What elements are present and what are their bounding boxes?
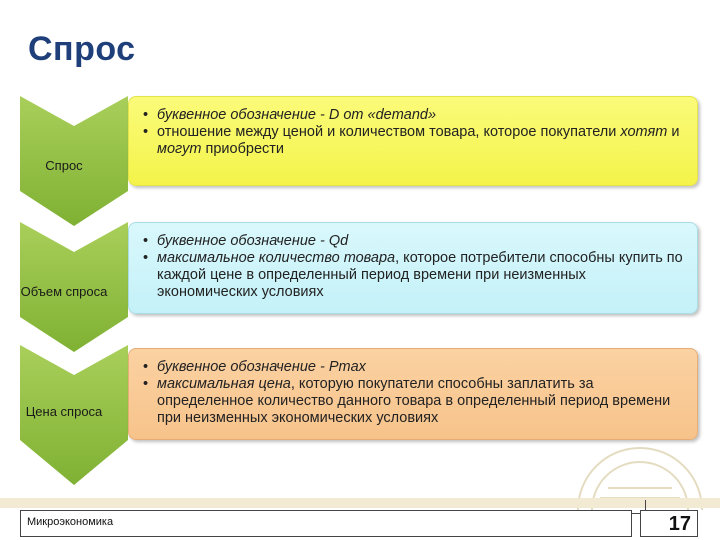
- bullet-item: [157, 376, 685, 427]
- bullet-list: [141, 107, 685, 158]
- bullet-list: [141, 233, 685, 301]
- definition-box: [128, 348, 698, 440]
- bullet-text: приобрести: [201, 141, 285, 157]
- row-label: Объем спроса: [20, 284, 108, 299]
- row-label: Цена спроса: [25, 404, 103, 419]
- course-name: Микроэкономика: [27, 516, 114, 528]
- bullet-text: буквенное обозначение - Qd: [157, 233, 349, 249]
- bullet-item: [157, 359, 685, 376]
- bullet-text: буквенное обозначение - Pmax: [157, 359, 366, 375]
- bullet-text: и: [667, 124, 680, 140]
- bullet-text: хотят: [620, 124, 668, 140]
- bullet-text: буквенное обозначение - D от «demand»: [157, 107, 437, 123]
- bullet-item: [157, 250, 685, 301]
- bullet-text: , которую покупатели способны заплатить за определенное количество данного товара в определенный период времени при неизменных экономических условиях: [157, 376, 671, 426]
- bullet-text: , которое потребители способны купить по каждой цене в определенный период времени при неизменных экономических условиях: [157, 250, 683, 300]
- page-number: 17: [668, 513, 691, 535]
- bullet-text: максимальное количество товара: [157, 250, 396, 266]
- definition-box: [128, 222, 698, 314]
- row-label: Спрос: [45, 158, 83, 173]
- bullet-item: [157, 233, 685, 250]
- slide-title: Спрос: [28, 30, 136, 68]
- footer-band: [0, 498, 720, 508]
- bullet-text: могут: [157, 141, 202, 157]
- bullet-text: максимальная цена: [157, 376, 291, 392]
- page-number-box: [640, 510, 698, 537]
- chevron-shape: [20, 345, 128, 520]
- bullet-item: [157, 124, 685, 158]
- bullet-text: отношение между ценой и количеством товара, которое покупатели: [157, 124, 621, 140]
- definition-box: [128, 96, 698, 186]
- bullet-item: [157, 107, 685, 124]
- footer-course-box: [20, 510, 632, 537]
- bullet-list: [141, 359, 685, 427]
